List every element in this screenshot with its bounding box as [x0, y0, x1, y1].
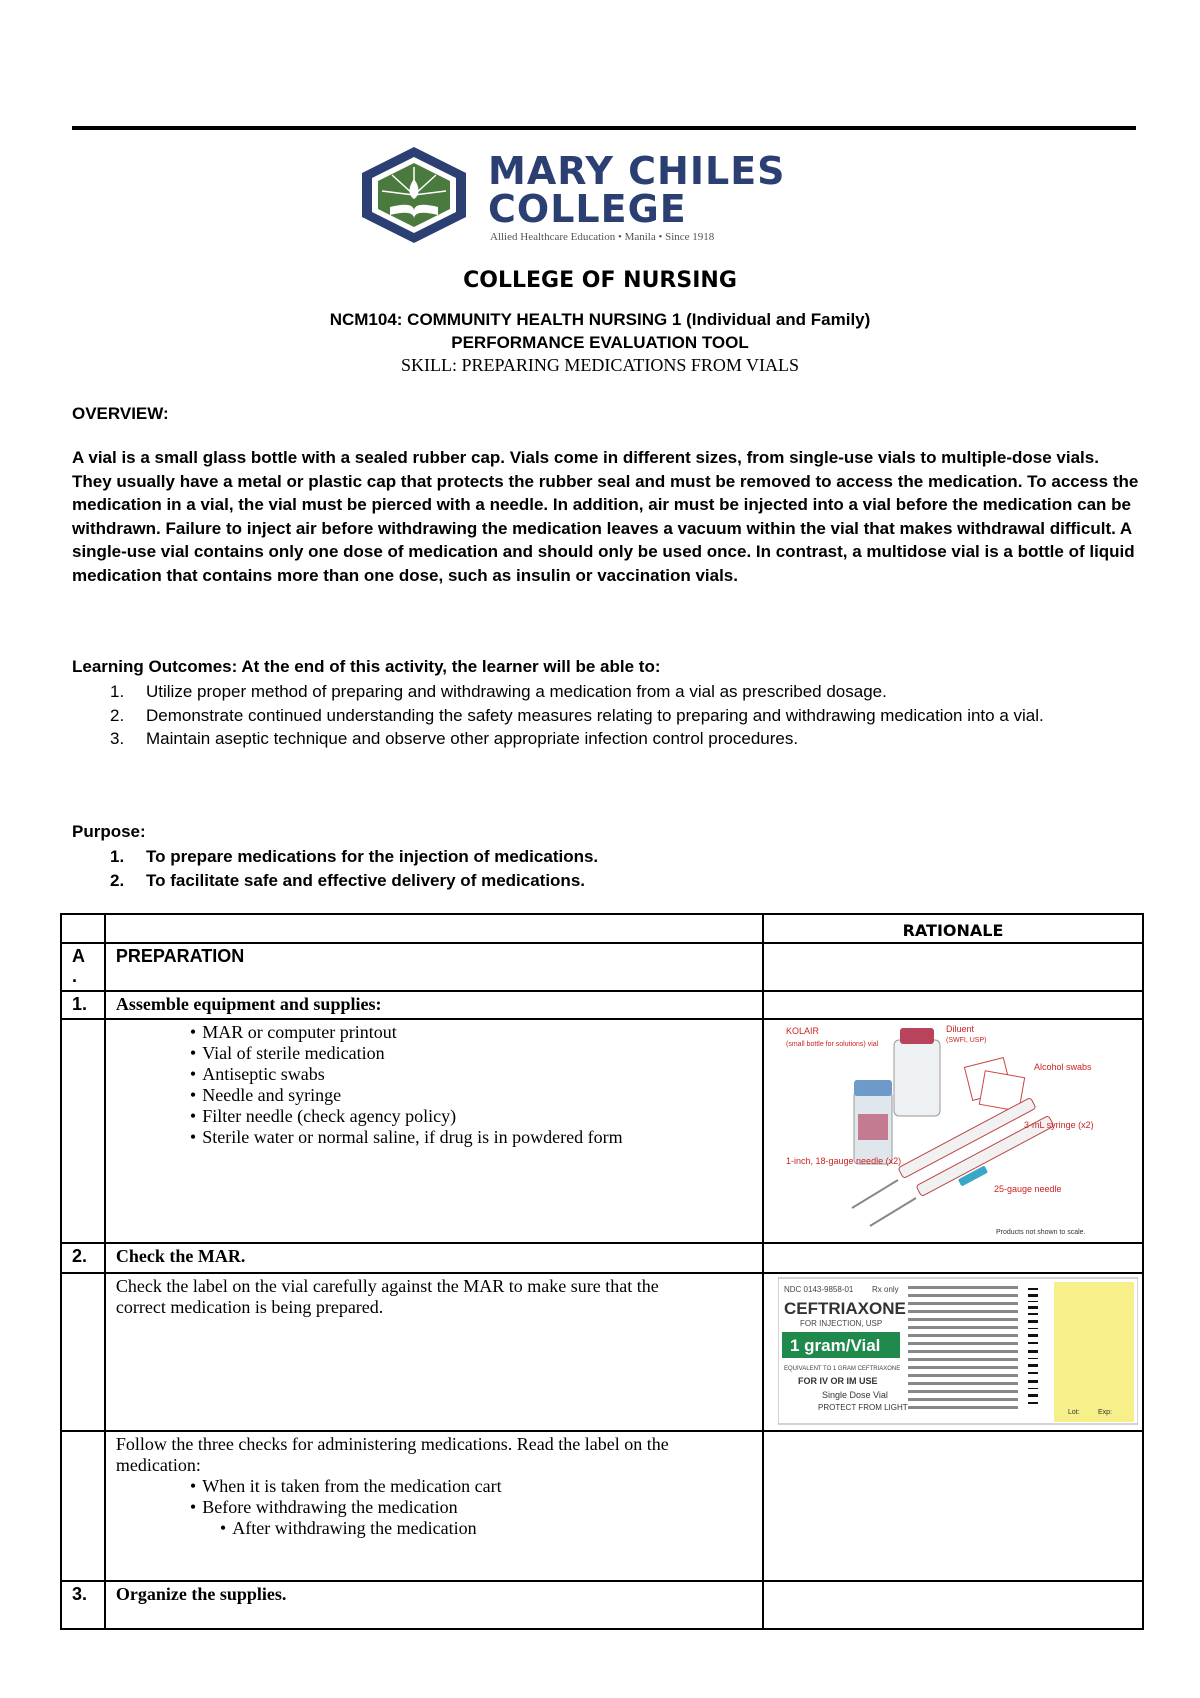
table-row	[61, 991, 1143, 1019]
label-route: FOR IV OR IM USE	[798, 1376, 878, 1386]
rationale-header: RATIONALE	[763, 914, 1143, 943]
logo-word-college: COLLEGE	[488, 187, 687, 231]
diluent-sub-label: (SWFI, USP)	[946, 1037, 987, 1044]
evaluation-table	[60, 913, 1144, 1630]
photo-footnote: Products not shown to scale.	[996, 1229, 1086, 1236]
step-number: 3.	[61, 1581, 105, 1629]
table-row	[61, 943, 1143, 991]
overview-text: A vial is a small glass bottle with a sealed rubber cap. Vials come in different sizes, from single-use vials to multiple-dose vials. They usually have a metal or plastic cap that protects the rubber seal and must be removed to access the medication. To access the medication in a vial, the vial must be pierced with a needle. In addition, air must be injected into a vial before the medication can be withdrawn. Failure to inject air before withdrawing the medication leaves a vacuum within the vial that makes withdrawal difficult. A single-use vial contains only one dose of medication and should only be used once. In contrast, a multidose vial is a bottle of liquid medication that contains more than one dose, such as insulin or vaccination vials.	[72, 448, 1139, 585]
table-row	[61, 1431, 1143, 1581]
medication-label-image	[778, 1276, 1138, 1426]
list-item: 3. Maintain aseptic technique and observe other appropriate infection control procedures.	[110, 729, 799, 748]
label-light: PROTECT FROM LIGHT	[818, 1403, 908, 1412]
label-drug-name: CEFTRIAXONE	[784, 1299, 906, 1318]
kolair-label: KOLAIR	[786, 1026, 820, 1036]
purpose-heading: Purpose:	[72, 822, 146, 841]
diluent-label: Diluent	[946, 1024, 975, 1034]
step-title: Check the MAR.	[105, 1243, 763, 1273]
logo-tagline: Allied Healthcare Education • Manila • Since 1918	[490, 231, 715, 243]
overview-heading: OVERVIEW:	[72, 404, 169, 423]
needle1-label: 1-inch, 18-gauge needle (x2)	[786, 1156, 902, 1166]
college-logo	[354, 145, 804, 245]
learning-outcomes-heading: Learning Outcomes: At the end of this activity, the learner will be able to:	[72, 657, 661, 676]
college-seal-icon	[354, 145, 474, 245]
three-checks-list-nested	[116, 1518, 752, 1539]
supplies-list	[116, 1022, 752, 1148]
step-title: Organize the supplies.	[105, 1581, 763, 1629]
skill-title: SKILL: PREPARING MEDICATIONS FROM VIALS	[400, 355, 800, 375]
header-rule	[72, 126, 1136, 130]
purpose-list	[72, 845, 598, 892]
table-row	[61, 1273, 1143, 1431]
step-title: Assemble equipment and supplies:	[105, 991, 763, 1019]
label-ndc: NDC 0143-9858-01	[784, 1285, 854, 1294]
step-number: 2.	[61, 1243, 105, 1273]
table-row	[61, 914, 1143, 943]
list-item: 2. Demonstrate continued understanding the safety measures relating to preparing and withdrawing medication into a vial.	[110, 705, 1044, 725]
table-row	[61, 1581, 1143, 1629]
kolair-sub-label: (small bottle for solutions) vial	[786, 1041, 879, 1048]
alcohol-label: Alcohol swabs	[1034, 1062, 1092, 1072]
learning-outcomes-list	[72, 680, 1132, 751]
label-vial-type: Single Dose Vial	[822, 1390, 888, 1400]
label-rx: Rx only	[872, 1285, 899, 1294]
section-letter: A .	[61, 943, 105, 991]
list-item: • MAR or computer printout	[190, 1022, 752, 1043]
list-item: 1. To prepare medications for the injection of medications.	[110, 847, 599, 866]
list-item: 2. To facilitate safe and effective delivery of medications.	[110, 870, 585, 890]
needle2-label: 25-gauge needle	[994, 1184, 1062, 1194]
list-item: • When it is taken from the medication cart	[190, 1476, 752, 1497]
tool-title: PERFORMANCE EVALUATION TOOL	[451, 333, 749, 352]
table-row	[61, 1019, 1143, 1243]
check-label-text: Check the label on the vial carefully against the MAR to make sure that the correct medication is being prepared.	[105, 1273, 763, 1431]
supplies-photo	[782, 1022, 1122, 1238]
list-item: 1. Utilize proper method of preparing and withdrawing a medication from a vial as prescribed dosage.	[110, 682, 887, 701]
table-row	[61, 1243, 1143, 1273]
section-title: PREPARATION	[105, 943, 763, 991]
label-lot: Lot:	[1068, 1409, 1080, 1416]
logo-word-mary-chiles: MARY CHILES	[488, 149, 786, 193]
step-number: 1.	[61, 991, 105, 1019]
label-exp: Exp:	[1098, 1409, 1113, 1416]
list-item: • Antiseptic swabs	[190, 1064, 752, 1085]
label-equiv: EQUIVALENT TO 1 GRAM CEFTRIAXONE	[784, 1366, 901, 1372]
list-item: • After withdrawing the medication	[220, 1518, 752, 1539]
list-item: • Sterile water or normal saline, if drug is in powdered form	[190, 1127, 752, 1148]
label-form: FOR INJECTION, USP	[800, 1319, 883, 1328]
list-item: • Before withdrawing the medication	[190, 1497, 752, 1518]
three-checks-list	[116, 1476, 752, 1518]
syringe-label: 3-mL syringe (x2)	[1024, 1120, 1094, 1130]
list-item: • Filter needle (check agency policy)	[190, 1106, 752, 1127]
list-item: • Needle and syringe	[190, 1085, 752, 1106]
three-checks-intro: Follow the three checks for administering medications. Read the label on the medication:	[115, 1434, 669, 1475]
course-title: NCM104: COMMUNITY HEALTH NURSING 1 (Individual and Family)	[329, 310, 871, 329]
label-dose: 1 gram/Vial	[790, 1336, 881, 1355]
list-item: • Vial of sterile medication	[190, 1043, 752, 1064]
college-title: COLLEGE OF NURSING	[463, 268, 737, 293]
